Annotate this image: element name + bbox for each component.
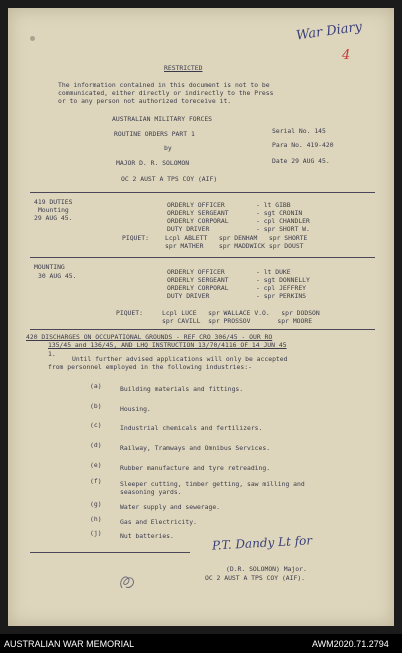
picquet-line: Lcpl LUCE spr WALLACE V.O. spr DODSON bbox=[162, 309, 320, 317]
picquet-line: Lcpl ABLETT spr DENHAM spr SHORTE bbox=[165, 234, 308, 242]
industry-label: (d) bbox=[90, 441, 102, 449]
industry-label: (f) bbox=[90, 477, 102, 485]
industry-text: Gas and Electricity. bbox=[120, 518, 197, 526]
duties-para: 419 DUTIES bbox=[34, 198, 73, 206]
industry-text: Building materials and fittings. bbox=[120, 385, 244, 393]
pencil-doodle bbox=[116, 570, 138, 592]
handwritten-war-diary: War Diary bbox=[295, 19, 363, 44]
duties-date-2: 30 AUG 45. bbox=[38, 272, 77, 280]
picquet-line: spr MATHER spr MADDWICK spr DOUST bbox=[165, 242, 304, 250]
force-name: AUSTRALIAN MILITARY FORCES bbox=[112, 115, 213, 123]
duty-role: ORDERLY CORPORAL bbox=[167, 284, 229, 292]
document-sheet bbox=[8, 8, 394, 626]
footer-left-text: AUSTRALIAN WAR MEMORIAL bbox=[4, 639, 135, 649]
signoff-unit: OC 2 AUST A TPS COY (AIF). bbox=[205, 574, 306, 582]
duty-name: - spr PERKINS bbox=[256, 292, 307, 300]
rule-4 bbox=[30, 552, 190, 553]
industry-text: Rubber manufacture and tyre retreading. bbox=[120, 464, 271, 472]
industry-text: Housing. bbox=[120, 405, 151, 413]
mounting-label-2: MOUNTING bbox=[34, 263, 65, 271]
unit-name: OC 2 AUST A TPS COY (AIF) bbox=[121, 175, 218, 183]
discharge-body-2: from personnel employed in the following industries:- bbox=[48, 363, 252, 371]
picquet-line: spr CAVILL spr PROSSOV spr MOORE bbox=[162, 317, 313, 325]
duty-role: DUTY DRIVER bbox=[167, 292, 210, 300]
duty-role: ORDERLY SERGEANT bbox=[167, 209, 229, 217]
notice-line-2: communicated, either directly or indirectly to the Press bbox=[58, 89, 274, 97]
industry-label: (b) bbox=[90, 402, 102, 410]
signoff-name: (D.R. SOLOMON) Major. bbox=[226, 565, 307, 573]
footer-bar bbox=[0, 634, 402, 653]
duty-name: - sgt DONNELLY bbox=[256, 276, 310, 284]
discharge-heading-2: 135/45 and 136/45, AND LHQ INSTRUCTION 13/70/4116 OF 14 JUN 45 bbox=[48, 341, 287, 349]
industry-text: Industrial chemicals and fertilizers. bbox=[120, 424, 263, 432]
punch-hole bbox=[30, 36, 35, 41]
duty-name: - sgt CRONIN bbox=[256, 209, 303, 217]
classification-heading: RESTRICTED bbox=[164, 64, 203, 72]
by-text: by bbox=[164, 144, 172, 152]
duty-role: DUTY DRIVER bbox=[167, 225, 210, 233]
mounting-label: Mounting bbox=[38, 206, 69, 214]
industry-text: Nut batteries. bbox=[120, 532, 174, 540]
picquet-label: PIQUET: bbox=[116, 309, 143, 317]
industry-label: (e) bbox=[90, 461, 102, 469]
discharge-heading-1: 420 DISCHARGES ON OCCUPATIONAL GROUNDS - REF CRO 306/45 - OUR RO bbox=[26, 333, 273, 341]
duties-date-1: 29 AUG 45. bbox=[34, 214, 73, 222]
duty-role: ORDERLY SERGEANT bbox=[167, 276, 229, 284]
duty-role: ORDERLY OFFICER bbox=[167, 268, 225, 276]
footer-right-text: AWM2020.71.2794 bbox=[312, 639, 389, 649]
handwritten-mark: 4 bbox=[342, 48, 351, 63]
serial-number: Serial No. 145 bbox=[272, 127, 326, 135]
duty-role: ORDERLY CORPORAL bbox=[167, 217, 229, 225]
notice-line-1: The information contained in this document is not to be bbox=[58, 81, 270, 89]
discharge-para-number: 1. bbox=[48, 350, 56, 358]
industry-label: (j) bbox=[90, 529, 102, 537]
duty-name: - cpl CHANDLER bbox=[256, 217, 310, 225]
discharge-body-1: Until further advised applications will only be accepted bbox=[72, 355, 288, 363]
handwritten-signature: P.T. Dandy Lt for bbox=[211, 533, 313, 553]
duty-name: - cpl JEFFREY bbox=[256, 284, 307, 292]
duty-role: ORDERLY OFFICER bbox=[167, 201, 225, 209]
date: Date 29 AUG 45. bbox=[272, 157, 330, 165]
industry-text: Water supply and sewerage. bbox=[120, 503, 221, 511]
officer-name: MAJOR D. R. SOLOMON bbox=[116, 159, 190, 167]
industry-label: (g) bbox=[90, 500, 102, 508]
rule-3 bbox=[30, 329, 375, 330]
industry-label: (h) bbox=[90, 515, 102, 523]
duty-name: - lt GIBB bbox=[256, 201, 291, 209]
industry-label: (c) bbox=[90, 421, 102, 429]
industry-text: Sleeper cutting, timber getting, saw milling and bbox=[120, 480, 305, 488]
industry-label: (a) bbox=[90, 382, 102, 390]
duty-name: - spr SHORT W. bbox=[256, 225, 310, 233]
picquet-label: PIQUET: bbox=[122, 234, 149, 242]
orders-title: ROUTINE ORDERS PART 1 bbox=[114, 130, 195, 138]
industry-text: Railway, Tramways and Omnibus Services. bbox=[120, 444, 271, 452]
para-number: Para No. 419-420 bbox=[272, 141, 334, 149]
notice-line-3: or to any person not authorized toreceive it. bbox=[58, 97, 232, 105]
duty-name: - lt DUKE bbox=[256, 268, 291, 276]
rule-2 bbox=[30, 257, 375, 258]
rule-1 bbox=[30, 192, 375, 193]
industry-text-continued: seasoning yards. bbox=[120, 488, 182, 496]
